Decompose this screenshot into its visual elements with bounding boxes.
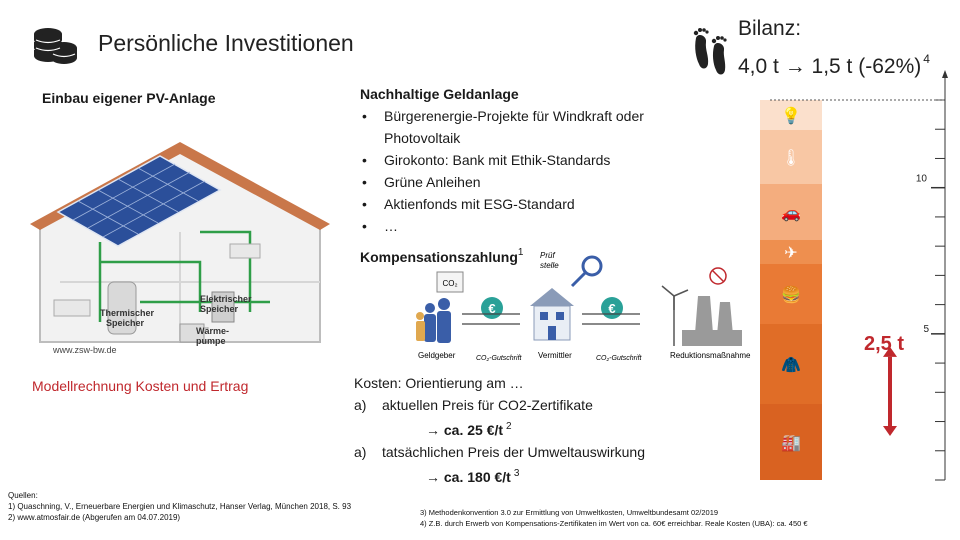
shirt-icon: 🧥 [781,357,801,374]
certificate-icon [437,272,463,292]
y-tick-label: 5 [923,323,929,335]
house-icon [530,288,574,340]
factory-icon [682,296,742,346]
compensation-heading: Kompensationszahlung$^1$ [360,247,524,265]
compensation-diagram [412,246,772,368]
cost-option-1-value: → ca. 25 €/t $^2$ [426,421,512,438]
investment-list [360,83,720,237]
co2-gutschrift-label: CO₂-Gutschrift [476,355,522,362]
cost-option-1: a) aktuellen Preis für CO2-Zertifikate [354,397,593,413]
pruefstelle-label: Prüf [540,251,555,260]
sources-right: 3) Methodenkonvention 3.0 zur Ermittlung von Umweltkosten, Umweltbundesamt 02/2019 4) Z.B. durch Erwerb von Kompensations-Zertifikaten im Wert von ca. 60€ erreichbar. Reale Kosten (UBA): ca. 450 € [420,508,808,528]
y-axis-arrow [942,70,948,78]
list-item: • Bürgerenergie-Projekte für Windkraft oder Photovoltaik [360,105,720,149]
food-icon: 🍔 [781,287,801,304]
footprint-icon [690,24,730,78]
list-item: • Girokonto: Bank mit Ethik-Standards [360,149,720,171]
page-title: Persönliche Investitionen [98,30,354,56]
bilanz-value: 4,0 t → 1,5 t (-62%) $^4$ [738,52,930,78]
range-arrow-head [883,426,897,436]
cost-heading: Kosten: Orientierung am … [354,375,524,391]
label-heatpump-2: pumpe [196,336,226,346]
co2-bar-chart [740,60,960,500]
compensation-footnote: 1 [517,247,524,258]
no-co2-icon [710,268,726,284]
investment-heading: Nachhaltige Geldanlage [360,86,519,102]
cost-option-2-value: → ca. 180 €/t $^3$ [426,468,520,485]
svg-text:€: € [608,301,616,316]
bilanz-footnote: 4 [923,52,930,66]
label-thermal-2: Speicher [106,318,145,328]
co2-gutschrift-label-2: CO₂-Gutschrift [596,355,642,362]
euro-icon [601,297,623,319]
geldgeber-label: Geldgeber [418,351,456,360]
plane-icon: ✈ [784,245,798,262]
pv-house-illustration [20,112,330,350]
svg-text:CO₂: CO₂ [442,279,458,288]
sources-left: Quellen: 1) Quaschning, V., Erneuerbare Energien und Klimaschutz, Hanser Verlag, München 2018, S. 93 2) www.atmosfair.de (Abgerufen am 04.07.2019) [8,491,352,522]
pv-source-link[interactable]: www.zsw-bw.de [53,345,117,355]
pruefstelle-label-2: stelle [540,261,559,270]
y-tick-label: 10 [915,173,927,185]
label-thermal: Thermischer [100,308,155,318]
reduktion-label: Reduktionsmaßnahme [670,351,751,360]
list-item: • … [360,215,720,237]
cost-block [354,372,734,488]
cost-option-2: a) tatsächlichen Preis der Umweltauswirkung [354,444,645,460]
people-icon [416,298,451,343]
pv-heading: Einbau eigener PV-Anlage [42,90,216,106]
label-heatpump: Wärme- [196,326,230,336]
bulb-icon: 💡 [781,108,801,125]
car-icon: 🚗 [781,205,801,222]
label-electric-2: Speicher [200,304,239,314]
thermometer-icon: 🌡 [780,150,802,167]
vermittler-label: Vermittler [538,351,572,360]
magnifier-icon [572,257,601,286]
list-item: • Aktienfonds mit ESG-Standard [360,193,720,215]
coins-icon [30,24,80,66]
bar-annotation: 2,5 t [864,333,905,355]
model-calc-link[interactable]: Modellrechnung Kosten und Ertrag [32,378,249,394]
label-electric: Elektrischer [200,294,252,304]
svg-text:€: € [488,301,496,316]
euro-icon [481,297,503,319]
list-item: • Grüne Anleihen [360,171,720,193]
factory-icon: 🏭 [781,435,801,452]
bilanz-label: Bilanz: [738,17,802,40]
